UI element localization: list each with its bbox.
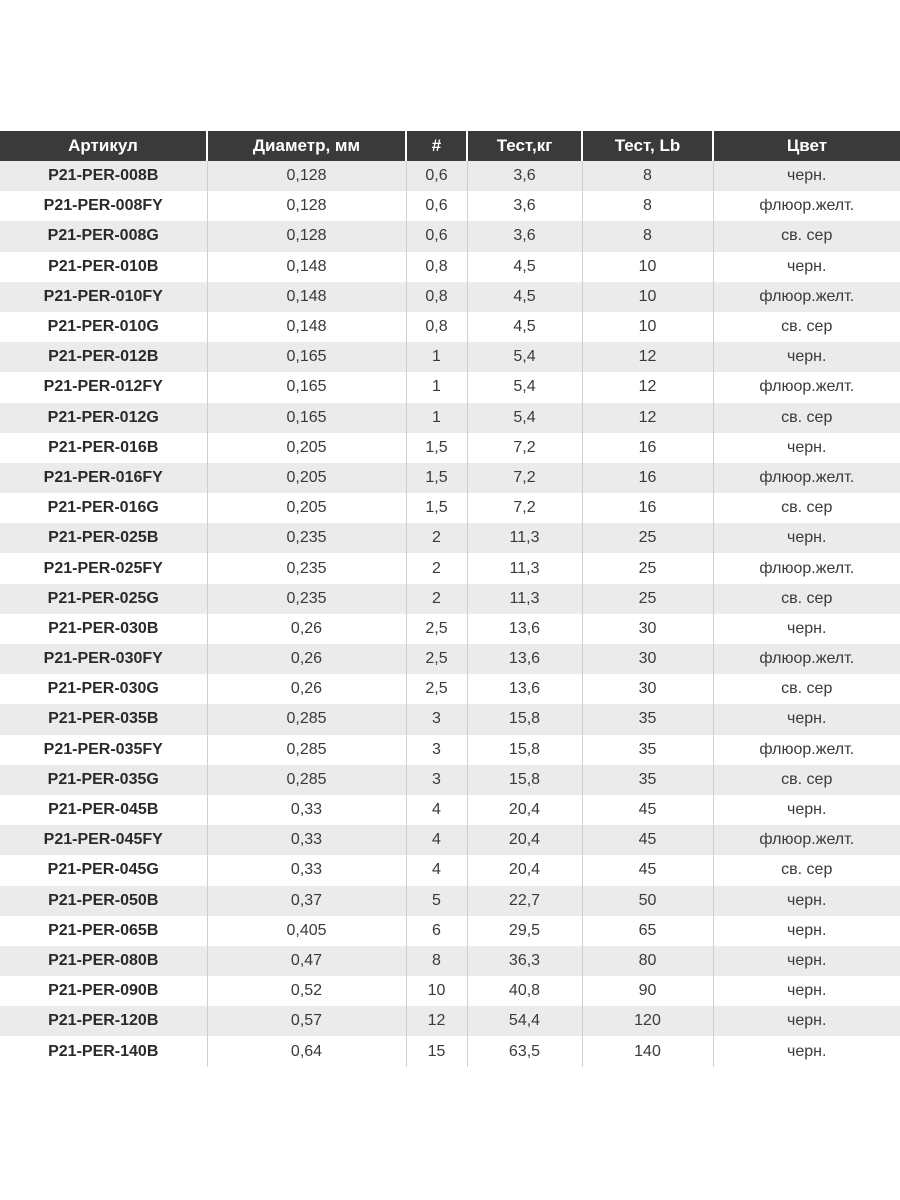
cell-color: св. сер [713,221,900,251]
cell-test-kg: 15,8 [467,704,582,734]
cell-number: 1,5 [406,463,467,493]
table-row [0,161,900,191]
table-row [0,795,900,825]
cell-test-lb: 16 [582,463,713,493]
cell-test-kg: 13,6 [467,644,582,674]
cell-color: флюор.желт. [713,825,900,855]
table-row [0,433,900,463]
cell-test-lb: 30 [582,644,713,674]
cell-article: P21-PER-008FY [0,191,207,221]
cell-diameter: 0,165 [207,372,406,402]
cell-test-lb: 35 [582,765,713,795]
cell-number: 4 [406,855,467,885]
cell-color: черн. [713,614,900,644]
table-row [0,855,900,885]
cell-diameter: 0,57 [207,1006,406,1036]
cell-test-kg: 3,6 [467,191,582,221]
cell-test-lb: 30 [582,614,713,644]
specification-table [0,131,900,1067]
cell-test-kg: 54,4 [467,1006,582,1036]
table-row [0,342,900,372]
cell-test-lb: 8 [582,221,713,251]
cell-test-lb: 25 [582,553,713,583]
cell-number: 2 [406,553,467,583]
cell-color: св. сер [713,493,900,523]
cell-article: P21-PER-120B [0,1006,207,1036]
cell-diameter: 0,33 [207,795,406,825]
cell-test-lb: 45 [582,795,713,825]
cell-color: черн. [713,342,900,372]
cell-color: флюор.желт. [713,282,900,312]
cell-diameter: 0,148 [207,252,406,282]
cell-color: св. сер [713,855,900,885]
table-row [0,765,900,795]
cell-test-lb: 35 [582,704,713,734]
cell-color: флюор.желт. [713,191,900,221]
cell-color: флюор.желт. [713,463,900,493]
table-row [0,191,900,221]
header-diameter: Диаметр, мм [207,131,406,161]
cell-article: P21-PER-035B [0,704,207,734]
cell-number: 3 [406,704,467,734]
cell-article: P21-PER-065B [0,916,207,946]
cell-color: св. сер [713,312,900,342]
cell-article: P21-PER-045FY [0,825,207,855]
cell-test-kg: 5,4 [467,403,582,433]
header-article: Артикул [0,131,207,161]
cell-color: черн. [713,523,900,553]
cell-diameter: 0,33 [207,825,406,855]
table-row [0,1006,900,1036]
header-number: # [406,131,467,161]
cell-number: 4 [406,825,467,855]
cell-test-lb: 25 [582,523,713,553]
cell-test-kg: 4,5 [467,282,582,312]
cell-diameter: 0,33 [207,855,406,885]
cell-article: P21-PER-008G [0,221,207,251]
cell-article: P21-PER-025B [0,523,207,553]
cell-test-lb: 140 [582,1036,713,1066]
cell-color: черн. [713,433,900,463]
header-color: Цвет [713,131,900,161]
cell-diameter: 0,64 [207,1036,406,1066]
cell-number: 10 [406,976,467,1006]
cell-color: св. сер [713,765,900,795]
cell-diameter: 0,26 [207,614,406,644]
cell-number: 3 [406,765,467,795]
cell-article: P21-PER-050B [0,886,207,916]
cell-diameter: 0,148 [207,282,406,312]
cell-test-lb: 45 [582,825,713,855]
cell-number: 0,6 [406,191,467,221]
cell-color: черн. [713,252,900,282]
table-row [0,403,900,433]
cell-test-lb: 16 [582,493,713,523]
cell-test-lb: 80 [582,946,713,976]
cell-test-kg: 40,8 [467,976,582,1006]
cell-article: P21-PER-008B [0,161,207,191]
cell-diameter: 0,47 [207,946,406,976]
cell-color: черн. [713,1036,900,1066]
cell-number: 0,6 [406,221,467,251]
table-row [0,553,900,583]
cell-article: P21-PER-045G [0,855,207,885]
cell-test-lb: 35 [582,735,713,765]
cell-test-lb: 16 [582,433,713,463]
cell-diameter: 0,205 [207,433,406,463]
cell-color: черн. [713,795,900,825]
cell-number: 12 [406,1006,467,1036]
cell-article: P21-PER-010FY [0,282,207,312]
cell-test-kg: 7,2 [467,463,582,493]
cell-color: черн. [713,946,900,976]
cell-test-lb: 12 [582,372,713,402]
table-row [0,463,900,493]
cell-test-lb: 12 [582,342,713,372]
header-test-lb: Тест, Lb [582,131,713,161]
cell-article: P21-PER-030B [0,614,207,644]
table-row [0,735,900,765]
cell-test-kg: 5,4 [467,372,582,402]
cell-test-kg: 13,6 [467,614,582,644]
cell-color: черн. [713,976,900,1006]
cell-test-kg: 20,4 [467,855,582,885]
cell-number: 1 [406,372,467,402]
cell-article: P21-PER-035FY [0,735,207,765]
table-row [0,584,900,614]
cell-test-lb: 12 [582,403,713,433]
cell-color: черн. [713,886,900,916]
cell-test-lb: 50 [582,886,713,916]
table-row [0,312,900,342]
cell-test-kg: 20,4 [467,825,582,855]
cell-color: флюор.желт. [713,735,900,765]
table-row [0,704,900,734]
cell-number: 15 [406,1036,467,1066]
table-row [0,825,900,855]
cell-diameter: 0,128 [207,161,406,191]
cell-test-lb: 30 [582,674,713,704]
table-row [0,282,900,312]
cell-test-kg: 3,6 [467,221,582,251]
cell-number: 2,5 [406,644,467,674]
cell-article: P21-PER-012G [0,403,207,433]
cell-diameter: 0,235 [207,584,406,614]
table-row [0,674,900,704]
cell-article: P21-PER-080B [0,946,207,976]
cell-number: 1,5 [406,433,467,463]
cell-number: 0,8 [406,312,467,342]
cell-color: св. сер [713,403,900,433]
cell-number: 1 [406,403,467,433]
cell-test-kg: 7,2 [467,493,582,523]
table-row [0,252,900,282]
cell-article: P21-PER-010B [0,252,207,282]
cell-test-lb: 10 [582,252,713,282]
table-row [0,221,900,251]
cell-test-kg: 15,8 [467,735,582,765]
table-row [0,493,900,523]
cell-test-lb: 8 [582,161,713,191]
cell-test-lb: 45 [582,855,713,885]
table-row [0,946,900,976]
table-row [0,614,900,644]
header-row [0,131,900,161]
cell-article: P21-PER-030FY [0,644,207,674]
cell-diameter: 0,405 [207,916,406,946]
cell-number: 8 [406,946,467,976]
cell-color: черн. [713,704,900,734]
cell-diameter: 0,285 [207,735,406,765]
cell-article: P21-PER-035G [0,765,207,795]
cell-number: 0,8 [406,252,467,282]
cell-article: P21-PER-025FY [0,553,207,583]
table-body [0,161,900,1067]
table-row [0,1036,900,1066]
cell-test-kg: 4,5 [467,312,582,342]
table-row [0,523,900,553]
cell-test-lb: 10 [582,312,713,342]
cell-diameter: 0,205 [207,463,406,493]
cell-article: P21-PER-012FY [0,372,207,402]
cell-article: P21-PER-045B [0,795,207,825]
cell-test-kg: 11,3 [467,584,582,614]
cell-diameter: 0,148 [207,312,406,342]
cell-number: 5 [406,886,467,916]
cell-article: P21-PER-010G [0,312,207,342]
cell-diameter: 0,165 [207,342,406,372]
table-row [0,886,900,916]
cell-number: 1,5 [406,493,467,523]
table-row [0,916,900,946]
cell-test-kg: 63,5 [467,1036,582,1066]
cell-test-kg: 7,2 [467,433,582,463]
cell-diameter: 0,37 [207,886,406,916]
cell-color: черн. [713,1006,900,1036]
cell-test-kg: 20,4 [467,795,582,825]
cell-article: P21-PER-030G [0,674,207,704]
cell-test-lb: 90 [582,976,713,1006]
cell-test-kg: 15,8 [467,765,582,795]
cell-diameter: 0,26 [207,644,406,674]
cell-test-lb: 25 [582,584,713,614]
cell-test-lb: 65 [582,916,713,946]
cell-color: флюор.желт. [713,553,900,583]
cell-number: 2,5 [406,614,467,644]
cell-test-kg: 11,3 [467,523,582,553]
cell-article: P21-PER-016FY [0,463,207,493]
cell-article: P21-PER-140B [0,1036,207,1066]
cell-diameter: 0,52 [207,976,406,1006]
cell-number: 2,5 [406,674,467,704]
table-row [0,644,900,674]
table-row [0,372,900,402]
cell-number: 4 [406,795,467,825]
cell-diameter: 0,128 [207,191,406,221]
cell-test-kg: 22,7 [467,886,582,916]
cell-diameter: 0,26 [207,674,406,704]
cell-test-lb: 10 [582,282,713,312]
cell-number: 3 [406,735,467,765]
cell-test-kg: 3,6 [467,161,582,191]
cell-article: P21-PER-025G [0,584,207,614]
cell-color: черн. [713,161,900,191]
cell-color: флюор.желт. [713,644,900,674]
cell-article: P21-PER-016G [0,493,207,523]
cell-article: P21-PER-012B [0,342,207,372]
cell-diameter: 0,165 [207,403,406,433]
cell-color: черн. [713,916,900,946]
cell-diameter: 0,235 [207,553,406,583]
cell-article: P21-PER-090B [0,976,207,1006]
table-header [0,131,900,161]
cell-diameter: 0,285 [207,704,406,734]
cell-color: св. сер [713,584,900,614]
table-row [0,976,900,1006]
cell-number: 2 [406,523,467,553]
cell-color: флюор.желт. [713,372,900,402]
cell-test-kg: 4,5 [467,252,582,282]
cell-test-kg: 36,3 [467,946,582,976]
cell-color: св. сер [713,674,900,704]
cell-article: P21-PER-016B [0,433,207,463]
cell-diameter: 0,128 [207,221,406,251]
cell-number: 0,6 [406,161,467,191]
cell-test-lb: 120 [582,1006,713,1036]
cell-number: 6 [406,916,467,946]
cell-test-lb: 8 [582,191,713,221]
cell-test-kg: 5,4 [467,342,582,372]
cell-test-kg: 11,3 [467,553,582,583]
header-test-kg: Тест,кг [467,131,582,161]
cell-diameter: 0,205 [207,493,406,523]
cell-test-kg: 29,5 [467,916,582,946]
cell-number: 2 [406,584,467,614]
cell-diameter: 0,235 [207,523,406,553]
cell-test-kg: 13,6 [467,674,582,704]
cell-number: 0,8 [406,282,467,312]
cell-number: 1 [406,342,467,372]
cell-diameter: 0,285 [207,765,406,795]
